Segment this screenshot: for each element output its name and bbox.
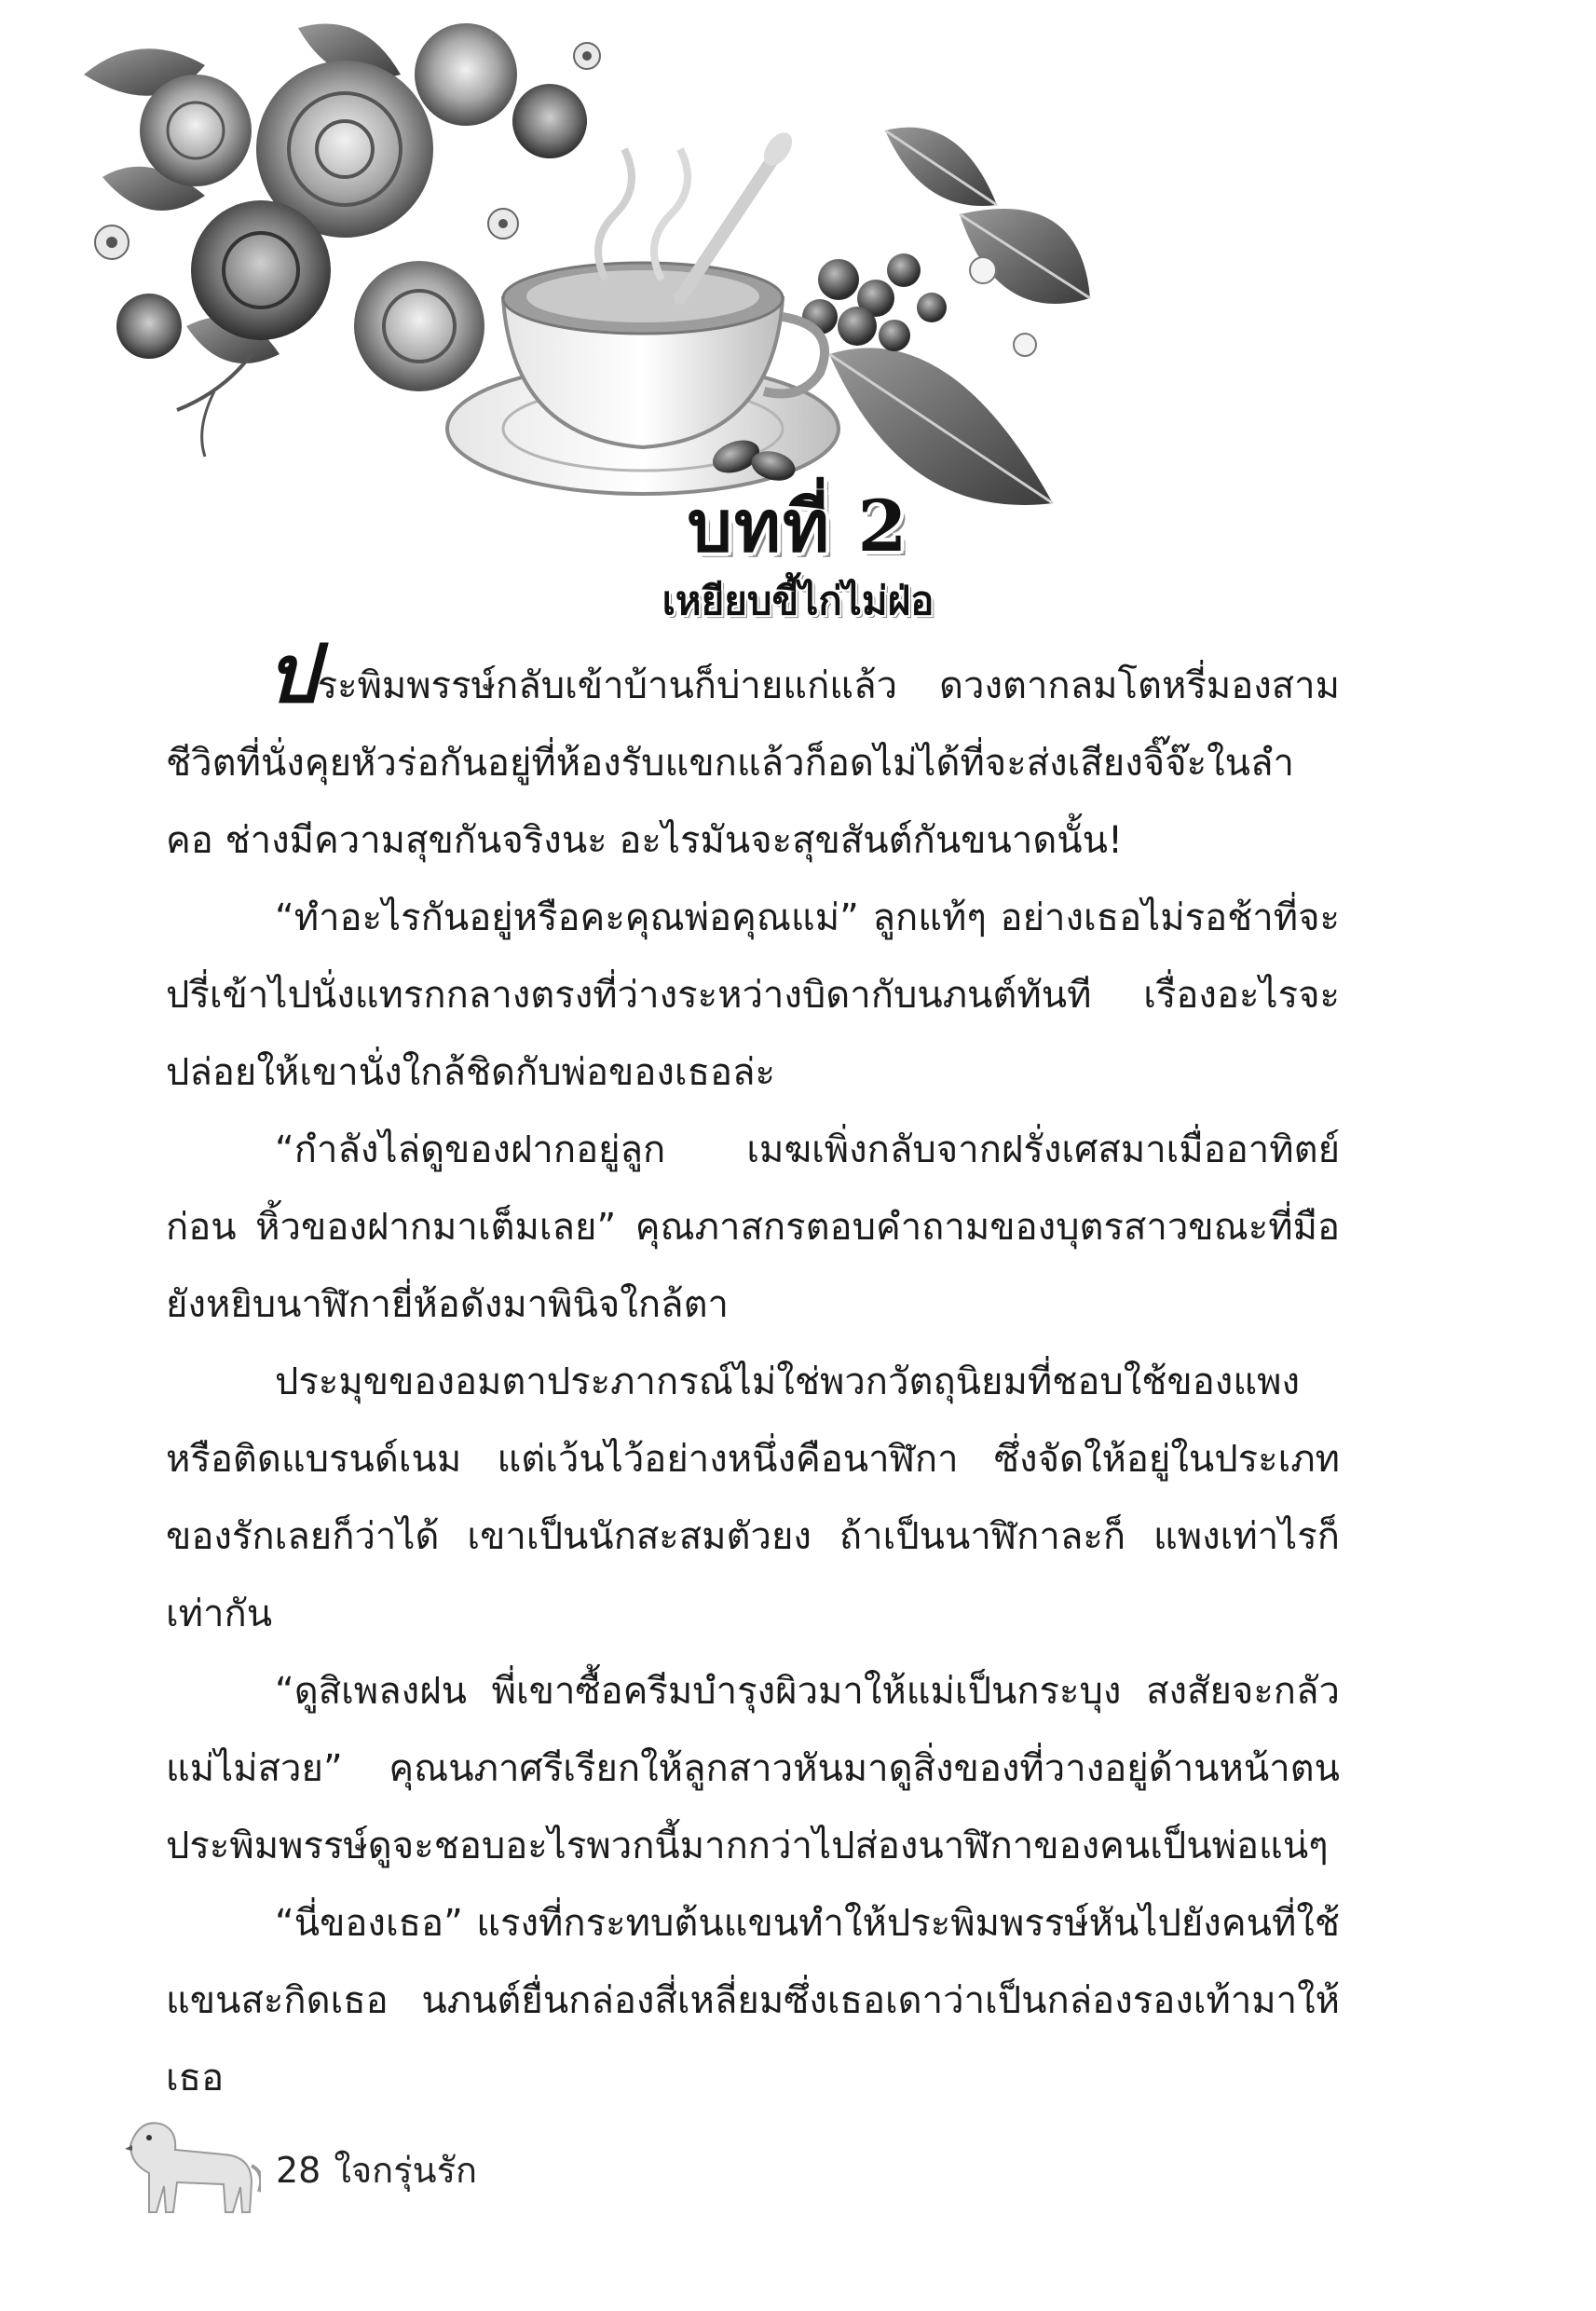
- rose-flower: [191, 200, 331, 340]
- rose-bud: [116, 294, 182, 359]
- book-title: ใจกรุ่นรัก: [334, 2150, 477, 2191]
- page-footer: [276, 2141, 477, 2198]
- chapter-title: บทที่ 2: [687, 485, 909, 567]
- paragraph: “ดูสิเพลงฝน พี่เขาซื้อครีมบำรุงผิวมาให้แม่เป็นกระบุง สงสัยจะกลัวแม่ไม่สวย” คุณนภาศรีเรียกให้ลูกสาวหันมาดูสิ่งของที่วางอยู่ด้านหน้าตน ประพิมพรรษ์ดูจะชอบอะไรพวกนี้มากกว่าไปส่องนาฬิกาของคนเป็นพ่อแน่ๆ: [166, 1670, 1340, 1867]
- steam: [598, 149, 632, 280]
- rose-flower: [354, 261, 484, 391]
- paragraph: ประมุขของอมตาประภากรณ์ไม่ใช่พวกวัตถุนิยมที่ชอบใช้ของแพงหรือติดแบรนด์เนม แต่เว้นไว้อย่างหนึ่งคือนาฬิกา ซึ่งจัดให้อยู่ในประเภทของรักเลยก็ว่าได้ เขาเป็นนักสะสมตัวยง ถ้าเป็นนาฬิกาละก็ แพงเท่าไรก็เท่ากัน: [166, 1361, 1340, 1635]
- body-text: [166, 627, 1340, 2117]
- drop-cap: ป: [266, 627, 318, 721]
- paragraph: “นี่ของเธอ” แรงที่กระทบต้นแขนทำให้ประพิมพรรษ์หันไปยังคนที่ใช้แขนสะกิดเธอ นภนต์ยื่นกล่องสี่เหลี่ยมซึ่งเธอเดาว่าเป็นกล่องรองเท้ามาให้เธอ: [166, 1902, 1340, 2099]
- rose-flower: [415, 23, 517, 126]
- rose-flower: [140, 75, 252, 186]
- page-number: 28: [276, 2150, 321, 2191]
- chapter-subtitle: เหยียบขี้ไก่ไม่ฝ่อ: [662, 578, 934, 623]
- paragraph: “กำลังไล่ดูของฝากอยู่ลูก เมฆเพิ่งกลับจากฝรั่งเศสมาเมื่ออาทิตย์ก่อน หิ้วของฝากมาเต็มเลย” คุณภาสกรตอบคำถามของบุตรสาวขณะที่มือยังหยิบนาฬิกายี่ห้อดังมาพินิจใกล้ตา: [166, 1128, 1340, 1326]
- rose-bud: [512, 84, 587, 158]
- flower-coffee-illustration: [65, 19, 1099, 540]
- paragraph: “ทำอะไรกันอยู่หรือคะคุณพ่อคุณแม่” ลูกแท้ๆ อย่างเธอไม่รอช้าที่จะปรี่เข้าไปนั่งแทรกกลางตรงที่ว่างระหว่างบิดากับนภนต์ทันที เรื่องอะไรจะปล่อยให้เขานั่งใกล้ชิดกับพ่อของเธอล่ะ: [166, 896, 1340, 1094]
- paragraph-text: ระพิมพรรษ์กลับเข้าบ้านก็บ่ายแก่แล้ว ดวงตากลมโตหรี่มองสามชีวิตที่นั่งคุยหัวร่อกันอยู่ที่ห้องรับแขกแล้วก็อดไม่ได้ที่จะส่งเสียงจิ๊จ๊ะในลำคอ ช่างมีความสุขกันจริงนะ อะไรมันจะสุขสันต์กันขนาดนั้น!: [166, 664, 1340, 862]
- dog-illustration: [112, 2108, 261, 2218]
- paragraph: [166, 627, 1340, 880]
